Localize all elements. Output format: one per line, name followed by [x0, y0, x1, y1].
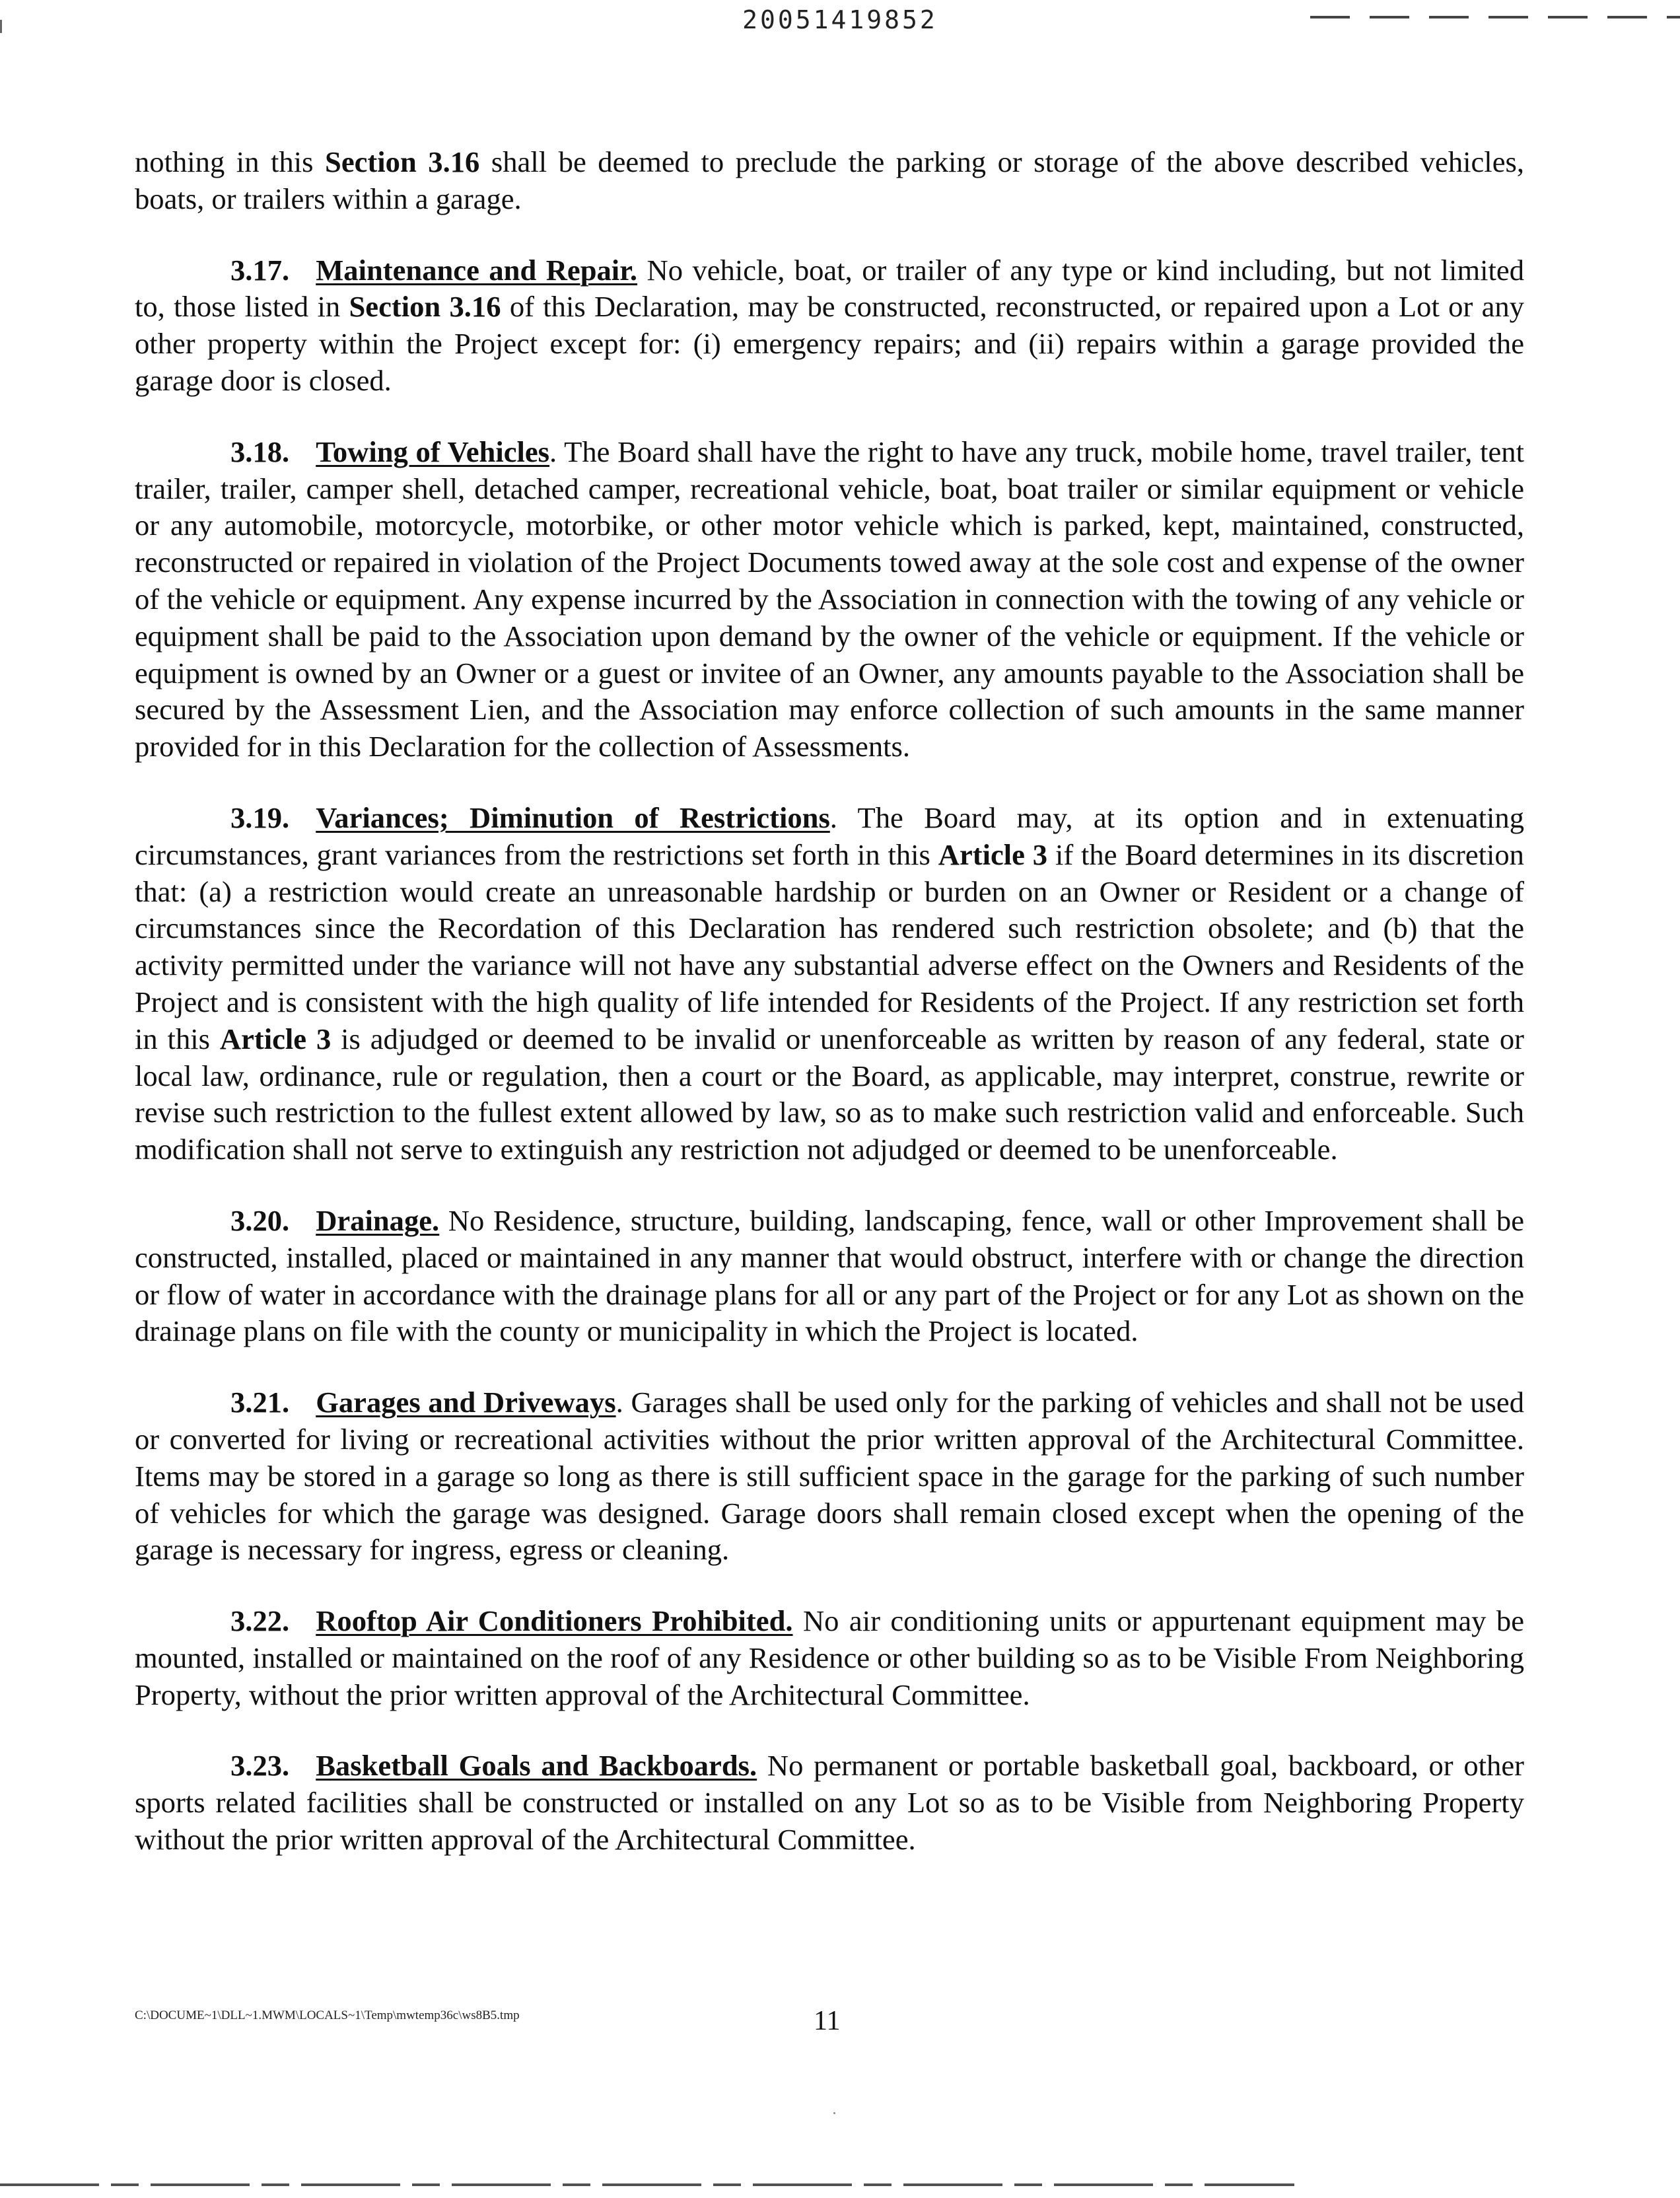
text-run: No permanent or portable basketball goal, backboard, or other sports related facilities shall be constructed or installed on any Lot so as to be Visible from Neighboring Property without the prior written approval of the Architectural Committee.	[135, 1749, 1524, 1857]
text-run: of this Declaration, may be constructed, reconstructed, or repaired upon a Lot or any other property within the Project except for: (i) emergency repairs; and (ii) repairs within a garage provided the garage door is closed.	[135, 290, 1524, 397]
section-number: 3.19.	[230, 800, 290, 834]
section-title: Variances; Diminution of Restrictions	[316, 800, 830, 834]
text-run: No Residence, structure, building, landscaping, fence, wall or other Improvement shall be constructed, installed, placed or maintained in any manner that would obstruct, interfere with or change the direction or flow of water in accordance with the drainage plans for all or any part of the Project or for any Lot as shown on the drainage plans on file with the county or municipality in which the Project is located.	[135, 1203, 1524, 1348]
section-3-19	[135, 800, 1524, 1168]
section-title: Towing of Vehicles	[316, 435, 550, 468]
text-run: . Garages shall be used only for the parking of vehicles and shall not be used or converted for living or recreational activities without the prior written approval of the Architectural Committee. Items may be stored in a garage so long as there is still sufficient space in the garage for the parking of such number of vehicles for which the garage was designed. Garage doors shall remain closed except when the opening of the garage is necessary for ingress, egress or cleaning.	[135, 1386, 1524, 1567]
text-run: No vehicle, boat, or trailer of any type or kind including, but not limited to, those listed in	[135, 253, 1525, 324]
section-number: 3.23.	[230, 1749, 290, 1783]
footer-file-path: C:\DOCUME~1\DLL~1.MWM\LOCALS~1\Temp\mwtemp36c\ws8B5.tmp	[135, 2008, 520, 2022]
scan-speck	[833, 2112, 835, 2114]
section-title: Maintenance and Repair.	[316, 253, 638, 287]
section-number: 3.18.	[230, 435, 290, 468]
bottom-scan-dashes	[0, 2183, 1294, 2186]
section-reference: Section 3.16	[349, 290, 501, 324]
section-title: Drainage.	[316, 1203, 440, 1237]
section-number: 3.21.	[230, 1386, 290, 1419]
text-run: . The Board may, at its option and in extenuating circumstances, grant variances from the restrictions set forth in this	[135, 800, 1524, 871]
section-3-21	[135, 1384, 1524, 1569]
section-3-22	[135, 1603, 1524, 1713]
top-scan-dashes	[1310, 16, 1680, 18]
document-number: 20051419852	[742, 5, 938, 34]
section-number: 3.17.	[230, 253, 290, 287]
section-number: 3.20.	[230, 1203, 290, 1237]
text-run: . The Board shall have the right to have any truck, mobile home, travel trailer, tent trailer, trailer, camper shell, detached camper, recreational vehicle, boat, boat trailer or similar equipment or vehicle or any automobile, motorcycle, motorbike, or other motor vehicle which is parked, kept, maintained, constructed, reconstructed or repaired in violation of the Project Documents towed away at the sole cost and expense of the owner of the vehicle or equipment. Any expense incurred by the Association in connection with the towing of any vehicle or equipment shall be paid to the Association upon demand by the owner of the vehicle or equipment. If the vehicle or equipment is owned by an Owner or a guest or invitee of an Owner, any amounts payable to the Association shall be secured by the Assessment Lien, and the Association may enforce collection of such amounts in the same manner provided for in this Declaration for the collection of Assessments.	[135, 435, 1524, 763]
article-reference: Article 3	[938, 837, 1048, 871]
section-title: Garages and Driveways	[316, 1386, 616, 1419]
text-run: No air conditioning units or appurtenant equipment may be mounted, installed or maintained on the roof of any Residence or other building so as to be Visible From Neighboring Property, without the prior written approval of the Architectural Committee.	[135, 1604, 1524, 1711]
text-run: nothing in this	[135, 145, 326, 178]
section-title: Rooftop Air Conditioners Prohibited.	[316, 1604, 793, 1638]
article-reference: Article 3	[219, 1022, 332, 1055]
section-title: Basketball Goals and Backboards.	[316, 1749, 757, 1783]
section-reference: Section 3.16	[325, 145, 480, 178]
section-number: 3.22.	[230, 1604, 290, 1638]
page-number: 11	[814, 2006, 841, 2036]
section-3-18	[135, 434, 1524, 765]
text-run: shall be deemed to preclude the parking or storage of the above described vehicles, boats, or trailers within a garage.	[135, 145, 1524, 215]
section-3-17	[135, 252, 1524, 400]
paragraph-continuation	[135, 144, 1524, 218]
text-run: is adjudged or deemed to be invalid or unenforceable as written by reason of any federal, state or local law, ordinance, rule or regulation, then a court or the Board, as applicable, may interpret, construe, rewrite or revise such restriction to the fullest extent allowed by law, so as to make such restriction valid and enforceable. Such modification shall not serve to extinguish any restriction not adjudged or deemed to be unenforceable.	[135, 1022, 1524, 1166]
section-3-20	[135, 1203, 1524, 1350]
document-body	[135, 144, 1524, 1893]
section-3-23	[135, 1748, 1524, 1858]
text-run: if the Board determines in its discretion that: (a) a restriction would create an unreasonable hardship or burden on an Owner or Resident or a change of circumstances since the Recordation of this Declaration has rendered such restriction obsolete; and (b) that the activity permitted under the variance will not have any substantial adverse effect on the Owners and Residents of the Project and is consistent with the high quality of life intended for Residents of the Project. If any restriction set forth in this	[135, 837, 1524, 1055]
